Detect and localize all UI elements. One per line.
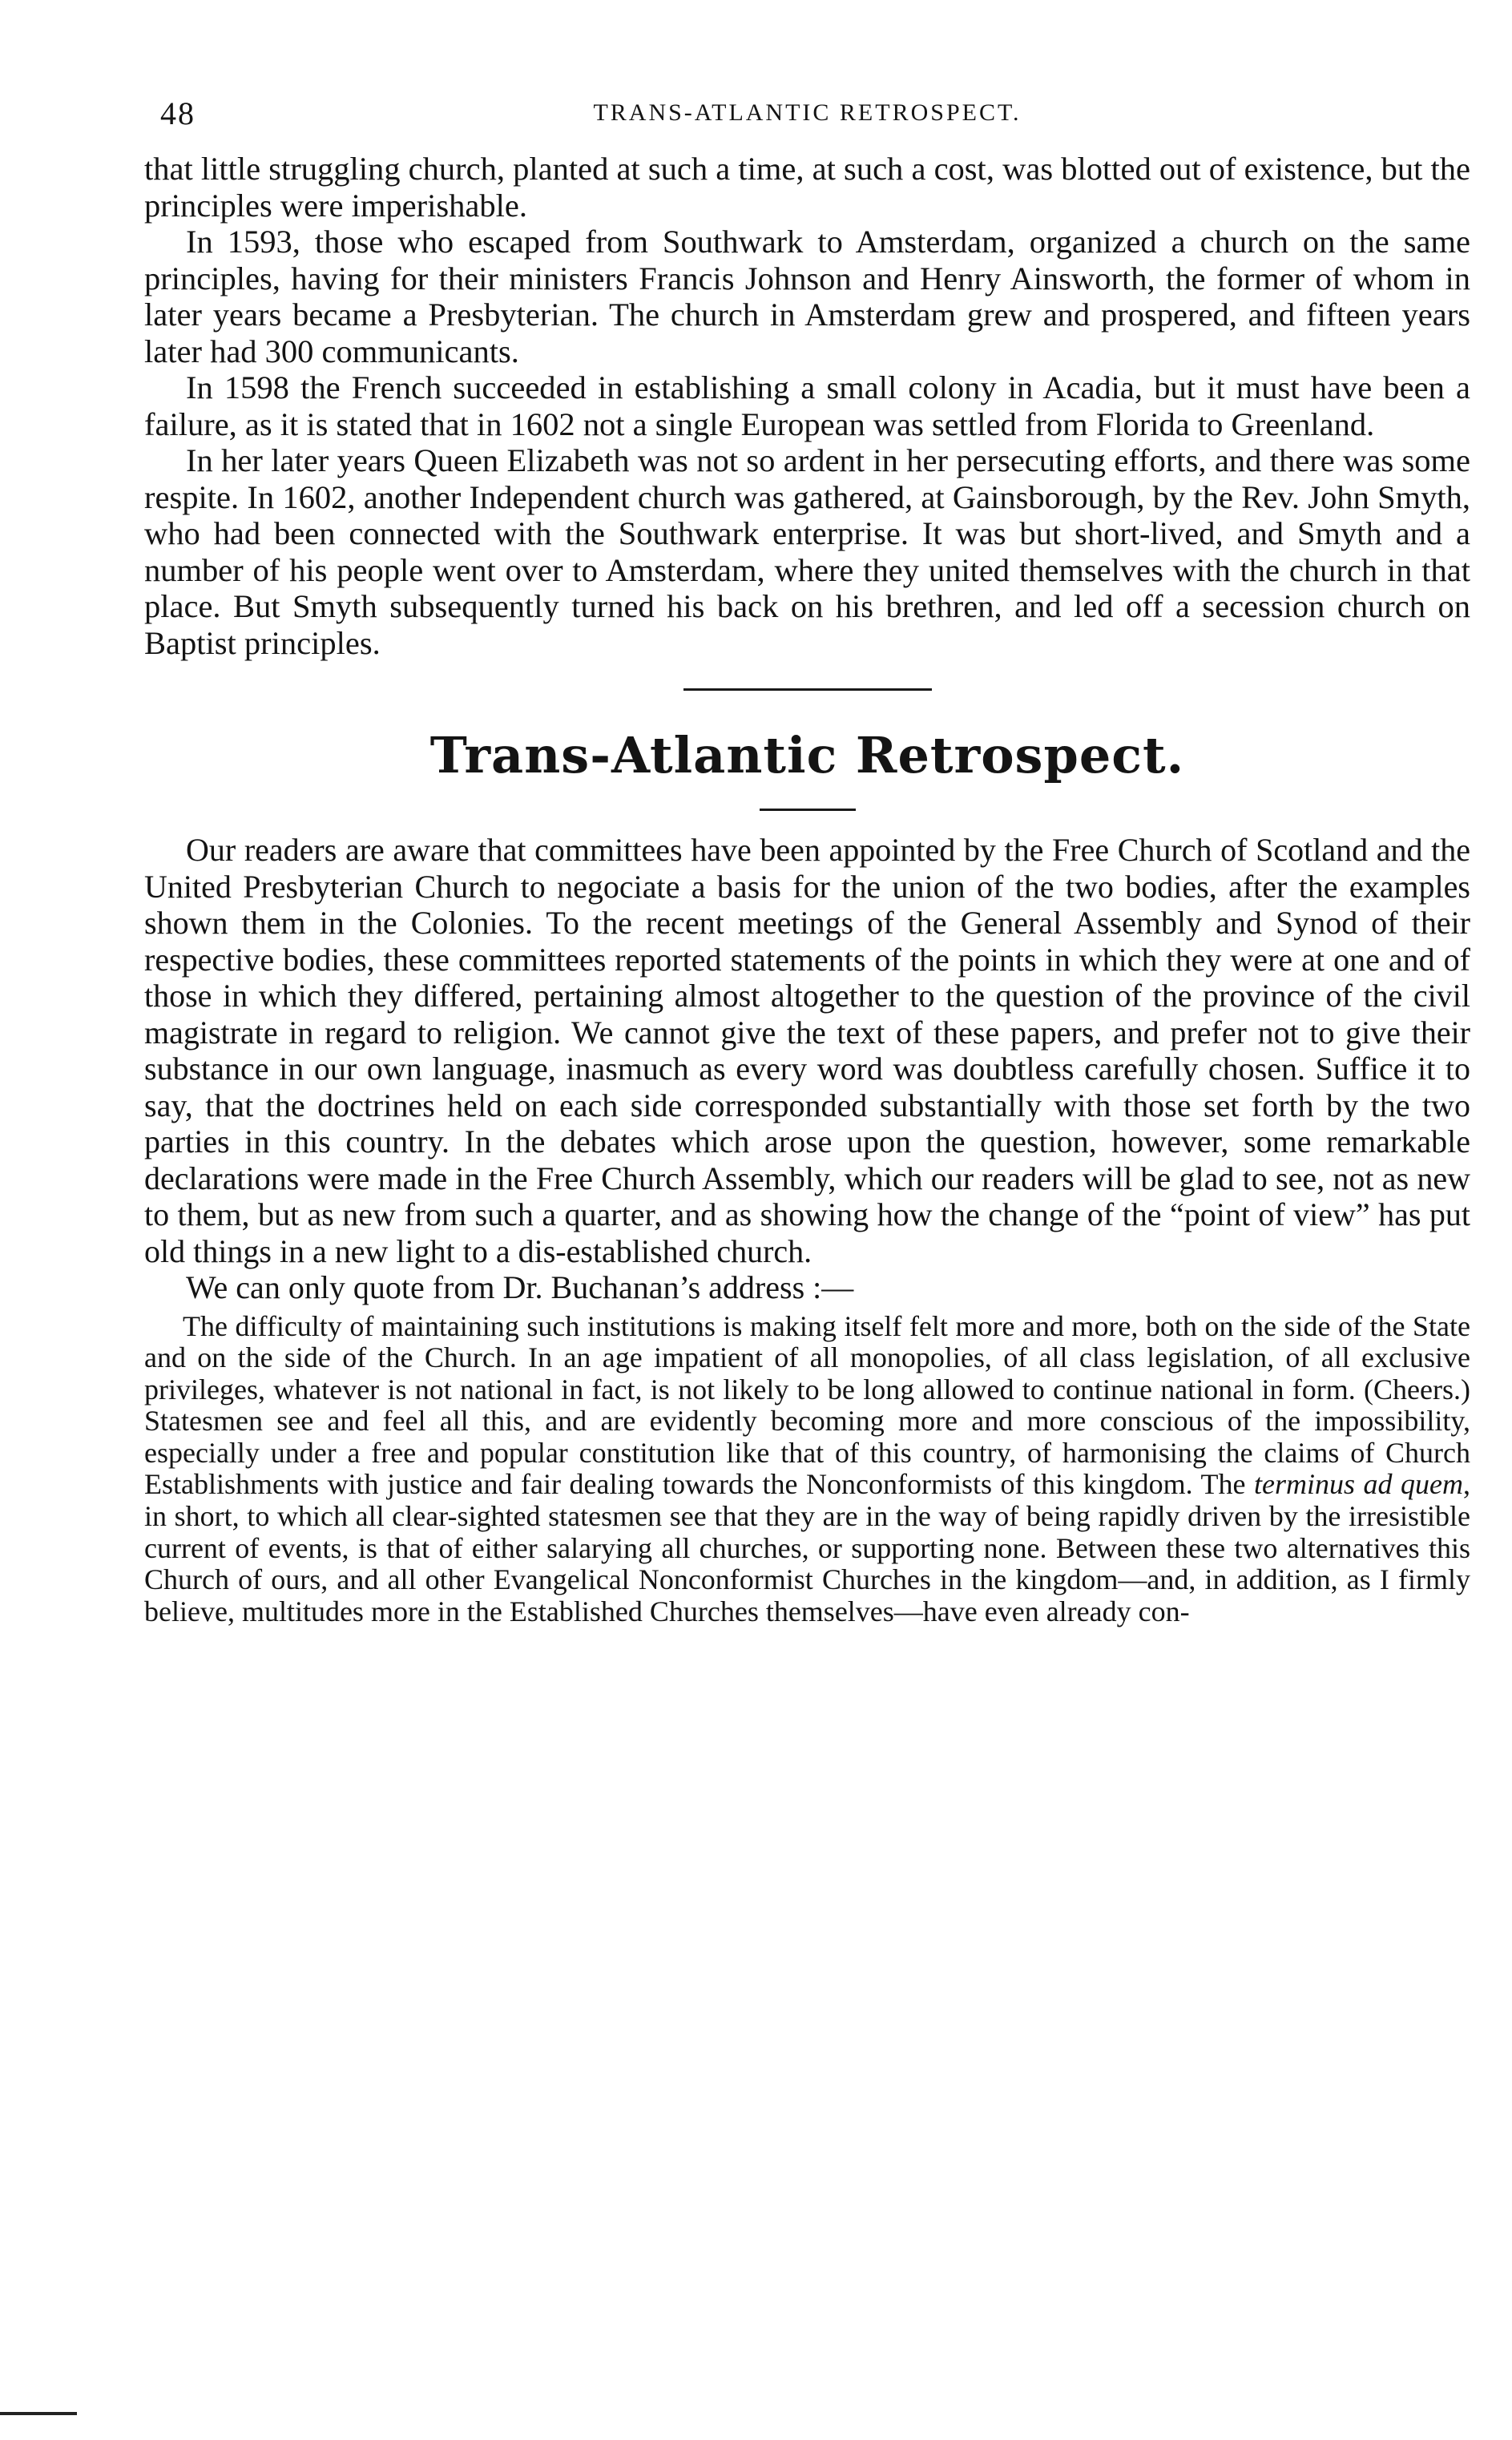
paragraph: that little struggling church, planted at such a time, at such a cost, was blotted out of existence, but the principles were imperishable. <box>144 151 1470 224</box>
quote-text: The difficulty of maintaining such institutions is making itself felt more and more, both on the side of the State and on the side of the Church. In an age impatient of all monopolies, of all class legislation, of all exclusive privileges, whatever is not national in fact, is not likely to be long allowed to continue national in form. (Cheers.) Statesmen see and feel all this, and are evidently becoming more and more conscious of the impossibility, especially under a free and popular constitution like that of this country, of harmonising the claims of Church Establishments with justice and fair dealing towards the Nonconformists of this kingdom. The <box>144 1309 1470 1501</box>
preceding-article <box>144 151 1470 661</box>
section-title: Trans-Atlantic Retrospect. <box>429 726 1185 784</box>
running-title: TRANS-ATLANTIC RETROSPECT. <box>593 99 1022 126</box>
title-underline <box>760 809 856 811</box>
section-divider <box>683 688 932 691</box>
article <box>144 832 1470 1306</box>
paragraph: Our readers are aware that committees have been appointed by the Free Church of Scotland and the United Presbyterian Church to negociate a basis for the union of the two bodies, after the examples shown them in the Colonies. To the recent meetings of the General Assembly and Synod of their respective bodies, these committees reported statements of the points in which they were at one and of those in which they differed, pertaining almost altogether to the question of the province of the civil magistrate in regard to religion. We cannot give the text of these papers, and prefer not to give their substance in our own language, inasmuch as every word was doubtless carefully chosen. Suffice it to say, that the doctrines held on each side corresponded substantially with those set forth by the two parties in this country. In the debates which arose upon the question, however, some remarkable declarations were made in the Free Church Assembly, which our readers will be glad to see, not as new to them, but as new from such a quarter, and as showing how the change of the “point of view” has put old things in a new light to a dis-established church. <box>144 832 1470 1269</box>
paragraph: In her later years Queen Elizabeth was not so ardent in her persecuting efforts, and there was some respite. In 1602, another Independent church was gathered, at Gainsborough, by the Rev. John Smyth, who had been connected with the Southwark enterprise. It was but short-lived, and Smyth and a number of his people went over to Amsterdam, where they united themselves with the church in that place. But Smyth subsequently turned his back on his brethren, and led off a secession church on Baptist principles. <box>144 442 1470 661</box>
page-number: 48 <box>160 95 196 131</box>
paragraph: In 1598 the French succeeded in establishing a small colony in Acadia, but it must have been a failure, as it is stated that in 1602 not a single European was settled from Florida to Greenland. <box>144 369 1470 442</box>
block-quote <box>144 1311 1470 1628</box>
quote-text: , in short, to which all clear-sighted statesmen see that they are in the way of being rapidly driven by the irresistible current of events, is that of either salarying all churches, or supporting none. Between these two alternatives this Church of ours, and all other Evangelical Nonconformist Churches in the kingdom—and, in addition, as I firmly believe, multitudes more in the Established Churches themselves—have even already con- <box>144 1468 1470 1627</box>
running-head <box>144 95 1470 151</box>
paragraph: In 1593, those who escaped from Southwark to Amsterdam, organized a church on the same principles, having for their ministers Francis Johnson and Henry Ainsworth, the former of whom in later years became a Presbyterian. The church in Amsterdam grew and prospered, and fifteen years later had 300 communicants. <box>144 224 1470 369</box>
page <box>144 95 1470 1627</box>
quote-italic-term: terminus ad quem <box>1253 1468 1463 1501</box>
paragraph: We can only quote from Dr. Buchanan’s address :— <box>186 1269 854 1305</box>
scan-edge-mark <box>0 2412 77 2415</box>
quote-paragraph <box>144 1311 1470 1628</box>
